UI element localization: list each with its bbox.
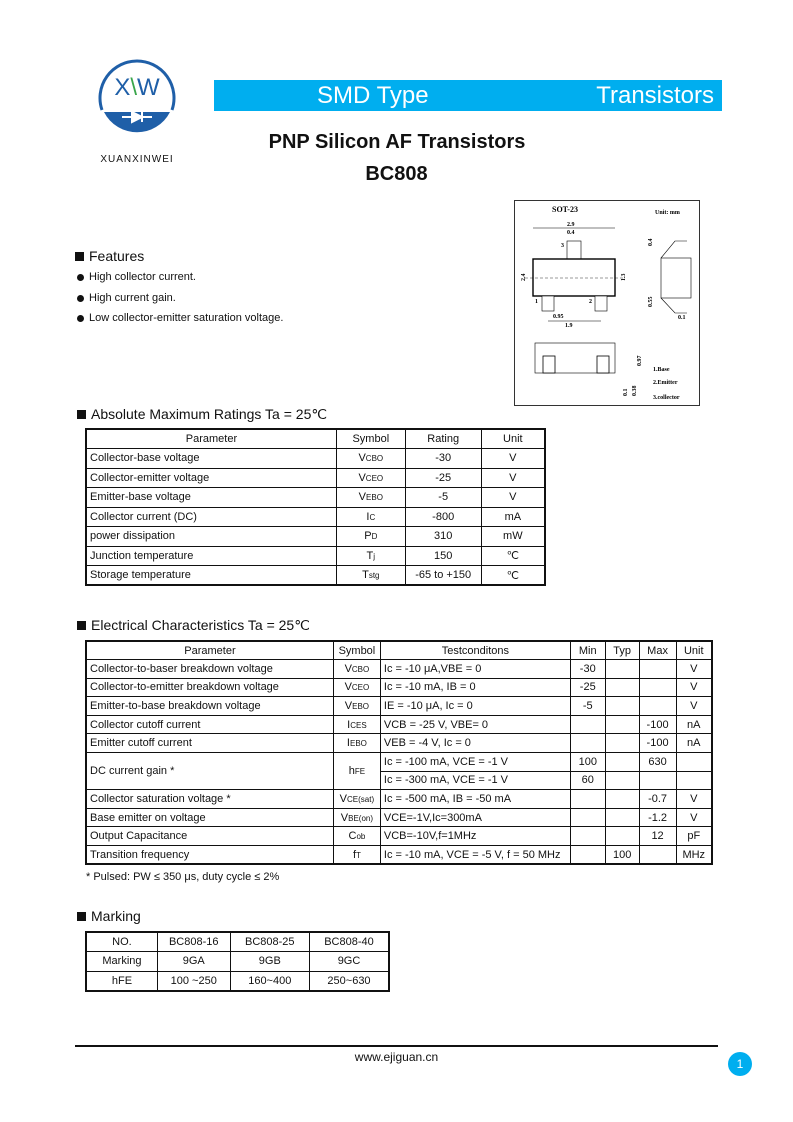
table-cell: Unit bbox=[481, 429, 545, 449]
table-cell bbox=[639, 771, 676, 790]
features-title: Features bbox=[89, 248, 145, 264]
package-unit: Unit: mm bbox=[655, 210, 680, 216]
table-cell: 100 bbox=[570, 753, 605, 772]
feature-text: Low collector-emitter saturation voltage. bbox=[89, 312, 284, 324]
table-cell bbox=[605, 697, 639, 716]
symbol-cell bbox=[333, 790, 380, 809]
table-cell: power dissipation bbox=[86, 527, 336, 547]
dim-label: 2.9 bbox=[567, 222, 575, 228]
table-cell: Max bbox=[639, 641, 676, 660]
table-cell: Storage temperature bbox=[86, 566, 336, 586]
symbol: I bbox=[346, 737, 350, 750]
table-cell: Collector cutoff current bbox=[86, 715, 333, 734]
table-cell: Marking bbox=[86, 952, 157, 972]
symbol-subscript: CEO bbox=[351, 683, 370, 693]
symbol-subscript: CEO bbox=[365, 473, 384, 483]
table-cell: 630 bbox=[639, 753, 676, 772]
symbol-subscript: EBO bbox=[349, 739, 367, 749]
table-cell: IE = -10 μA, Ic = 0 bbox=[380, 697, 570, 716]
table-cell: -100 bbox=[639, 715, 676, 734]
symbol: V bbox=[344, 681, 352, 694]
table-row bbox=[86, 734, 712, 753]
dim-label: 0.4 bbox=[567, 230, 575, 236]
pulse-note: * Pulsed: PW ≤ 350 μs, duty cycle ≤ 2% bbox=[86, 871, 280, 883]
footer-divider bbox=[75, 1045, 718, 1047]
table-cell: Junction temperature bbox=[86, 546, 336, 566]
feature-item bbox=[77, 271, 196, 283]
symbol-subscript: ob bbox=[356, 832, 366, 842]
feature-item bbox=[77, 312, 283, 324]
table-cell: pF bbox=[676, 827, 712, 846]
symbol: I bbox=[347, 718, 351, 731]
abs-max-title: Absolute Maximum Ratings Ta = 25℃ bbox=[91, 406, 328, 422]
abs-max-heading bbox=[77, 406, 327, 423]
table-row bbox=[86, 971, 389, 991]
symbol-cell bbox=[336, 449, 405, 469]
abs-max-table bbox=[85, 428, 546, 586]
table-cell: 160~400 bbox=[230, 971, 309, 991]
table-cell bbox=[570, 715, 605, 734]
table-cell: Parameter bbox=[86, 641, 333, 660]
page-number: 1 bbox=[728, 1052, 752, 1076]
table-cell: 9GC bbox=[310, 952, 390, 972]
symbol-cell bbox=[333, 660, 380, 679]
symbol-subscript: C bbox=[369, 512, 376, 522]
table-row bbox=[86, 808, 712, 827]
symbol-subscript: D bbox=[371, 532, 378, 542]
table-cell: -5 bbox=[570, 697, 605, 716]
table-cell: Symbol bbox=[333, 641, 380, 660]
table-cell: Base emitter on voltage bbox=[86, 808, 333, 827]
table-cell bbox=[605, 660, 639, 679]
symbol-subscript: BE(on) bbox=[348, 813, 374, 823]
table-cell: nA bbox=[676, 715, 712, 734]
symbol: V bbox=[339, 793, 348, 806]
table-cell: ℃ bbox=[481, 566, 545, 586]
elec-heading bbox=[77, 617, 310, 634]
table-cell: Unit bbox=[676, 641, 712, 660]
symbol-subscript: CBO bbox=[351, 664, 370, 674]
symbol: h bbox=[348, 765, 355, 778]
table-cell: Transition frequency bbox=[86, 846, 333, 865]
table-cell: -30 bbox=[405, 449, 481, 469]
table-cell: Collector-to-emitter breakdown voltage bbox=[86, 678, 333, 697]
table-cell bbox=[639, 678, 676, 697]
table-row bbox=[86, 449, 545, 469]
symbol-cell bbox=[333, 846, 380, 865]
table-cell bbox=[605, 827, 639, 846]
square-bullet-icon bbox=[77, 912, 86, 921]
feature-text: High collector current. bbox=[89, 271, 196, 283]
banner-type: SMD Type bbox=[317, 82, 429, 109]
package-drawing bbox=[514, 200, 700, 406]
symbol: I bbox=[366, 510, 370, 523]
table-row bbox=[86, 660, 712, 679]
pin-description: 3.collector bbox=[653, 395, 680, 401]
part-number: BC808 bbox=[365, 163, 428, 185]
table-cell: Symbol bbox=[336, 429, 405, 449]
table-cell: Emitter-base voltage bbox=[86, 488, 336, 508]
marking-table bbox=[85, 931, 390, 992]
table-cell: VCE=-1V,Ic=300mA bbox=[380, 808, 570, 827]
footer-website[interactable]: www.ejiguan.cn bbox=[354, 1050, 439, 1064]
symbol-subscript: CE(sat) bbox=[347, 795, 375, 805]
table-cell: Parameter bbox=[86, 429, 336, 449]
table-cell: V bbox=[676, 808, 712, 827]
dim-label: 0.55 bbox=[648, 296, 654, 307]
table-cell: BC808-40 bbox=[310, 932, 390, 952]
pin-description: 2.Emitter bbox=[653, 380, 678, 386]
symbol-subscript: EBO bbox=[352, 702, 370, 712]
table-row bbox=[86, 753, 712, 772]
symbol-cell bbox=[333, 827, 380, 846]
table-cell: 310 bbox=[405, 527, 481, 547]
package-name: SOT-23 bbox=[552, 205, 578, 214]
table-cell: V bbox=[481, 468, 545, 488]
marking-title: Marking bbox=[91, 908, 141, 924]
symbol: f bbox=[352, 848, 356, 861]
table-cell: Ic = -10 mA, VCE = -5 V, f = 50 MHz bbox=[380, 846, 570, 865]
square-bullet-icon bbox=[75, 252, 84, 261]
table-row bbox=[86, 488, 545, 508]
dim-label: 0.97 bbox=[637, 355, 643, 366]
table-cell: Min bbox=[570, 641, 605, 660]
square-bullet-icon bbox=[77, 410, 86, 419]
table-cell: Ic = -100 mA, VCE = -1 V bbox=[380, 753, 570, 772]
table-row bbox=[86, 827, 712, 846]
dim-label: 0.1 bbox=[623, 388, 629, 396]
bullet-icon bbox=[77, 274, 84, 281]
table-row bbox=[86, 429, 545, 449]
symbol-subscript: FE bbox=[354, 767, 366, 777]
table-cell bbox=[570, 790, 605, 809]
elec-table bbox=[85, 640, 713, 865]
feature-item bbox=[77, 292, 176, 304]
table-cell bbox=[605, 734, 639, 753]
table-cell: -100 bbox=[639, 734, 676, 753]
table-cell: Ic = -10 mA, IB = 0 bbox=[380, 678, 570, 697]
table-cell: 250~630 bbox=[310, 971, 390, 991]
table-row bbox=[86, 715, 712, 734]
symbol-cell bbox=[333, 697, 380, 716]
symbol-subscript: CBO bbox=[365, 454, 384, 464]
table-row bbox=[86, 566, 545, 586]
symbol-cell bbox=[333, 753, 380, 790]
table-cell: VCB=-10V,f=1MHz bbox=[380, 827, 570, 846]
dim-label: 0.4 bbox=[648, 238, 654, 246]
table-cell: 100 ~250 bbox=[157, 971, 230, 991]
symbol-subscript: j bbox=[373, 551, 376, 561]
table-cell: -5 bbox=[405, 488, 481, 508]
table-cell: Collector-base voltage bbox=[86, 449, 336, 469]
feature-text: High current gain. bbox=[89, 292, 176, 304]
table-cell: V bbox=[676, 678, 712, 697]
logo-letters: X\W bbox=[114, 74, 160, 101]
doc-title: PNP Silicon AF Transistors bbox=[268, 131, 526, 153]
table-cell: nA bbox=[676, 734, 712, 753]
table-row bbox=[86, 641, 712, 660]
marking-heading bbox=[77, 908, 141, 924]
table-row bbox=[86, 507, 545, 527]
table-cell: 12 bbox=[639, 827, 676, 846]
table-cell bbox=[605, 790, 639, 809]
table-row bbox=[86, 546, 545, 566]
features-heading bbox=[75, 248, 144, 264]
symbol: C bbox=[348, 830, 357, 843]
symbol-cell bbox=[333, 808, 380, 827]
pin-label: 2 bbox=[589, 299, 592, 305]
table-cell bbox=[570, 734, 605, 753]
table-cell: 9GA bbox=[157, 952, 230, 972]
table-cell: ℃ bbox=[481, 546, 545, 566]
table-cell bbox=[676, 753, 712, 772]
symbol-subscript: stg bbox=[368, 571, 380, 580]
table-row bbox=[86, 468, 545, 488]
table-cell: 9GB bbox=[230, 952, 309, 972]
table-cell: -800 bbox=[405, 507, 481, 527]
table-cell: V bbox=[676, 660, 712, 679]
table-row bbox=[86, 952, 389, 972]
symbol: T bbox=[366, 549, 374, 562]
table-cell: 60 bbox=[570, 771, 605, 790]
table-cell bbox=[639, 846, 676, 865]
table-cell: -25 bbox=[570, 678, 605, 697]
table-cell bbox=[605, 678, 639, 697]
symbol-cell bbox=[333, 715, 380, 734]
symbol: T bbox=[362, 569, 369, 581]
symbol-cell bbox=[333, 678, 380, 697]
symbol-cell bbox=[336, 546, 405, 566]
table-row bbox=[86, 790, 712, 809]
table-cell: Collector-emitter voltage bbox=[86, 468, 336, 488]
table-cell bbox=[605, 715, 639, 734]
table-cell bbox=[570, 846, 605, 865]
table-cell bbox=[676, 771, 712, 790]
table-cell bbox=[605, 771, 639, 790]
symbol-cell bbox=[336, 507, 405, 527]
square-bullet-icon bbox=[77, 621, 86, 630]
table-cell bbox=[605, 753, 639, 772]
table-cell bbox=[570, 827, 605, 846]
table-cell: Collector saturation voltage * bbox=[86, 790, 333, 809]
table-cell: Rating bbox=[405, 429, 481, 449]
table-cell: BC808-25 bbox=[230, 932, 309, 952]
table-cell: DC current gain * bbox=[86, 753, 333, 790]
table-cell: mW bbox=[481, 527, 545, 547]
symbol-cell bbox=[336, 468, 405, 488]
table-row bbox=[86, 697, 712, 716]
symbol: V bbox=[344, 700, 353, 713]
pin-label: 1 bbox=[535, 299, 538, 305]
table-cell: Ic = -300 mA, VCE = -1 V bbox=[380, 771, 570, 790]
symbol-subscript: T bbox=[356, 850, 361, 860]
symbol: V bbox=[340, 811, 349, 824]
table-cell: 100 bbox=[605, 846, 639, 865]
table-row bbox=[86, 932, 389, 952]
table-cell: V bbox=[676, 790, 712, 809]
table-cell: VCB = -25 V, VBE= 0 bbox=[380, 715, 570, 734]
table-cell: -1.2 bbox=[639, 808, 676, 827]
symbol: P bbox=[364, 530, 372, 543]
table-cell: Output Capacitance bbox=[86, 827, 333, 846]
bullet-icon bbox=[77, 295, 84, 302]
table-row bbox=[86, 846, 712, 865]
elec-title: Electrical Characteristics Ta = 25℃ bbox=[91, 617, 310, 633]
table-cell: V bbox=[481, 449, 545, 469]
table-cell: NO. bbox=[86, 932, 157, 952]
symbol: V bbox=[358, 471, 366, 484]
dim-label: 0.1 bbox=[678, 315, 686, 321]
dim-label: 0.38 bbox=[632, 385, 638, 396]
table-cell bbox=[639, 660, 676, 679]
dim-label: 2.4 bbox=[521, 273, 527, 281]
table-row bbox=[86, 527, 545, 547]
table-cell: Typ bbox=[605, 641, 639, 660]
pin-description: 1.Base bbox=[653, 367, 670, 373]
dim-label: 1.3 bbox=[621, 273, 627, 281]
symbol-subscript: EBO bbox=[366, 493, 383, 503]
table-cell: BC808-16 bbox=[157, 932, 230, 952]
table-cell bbox=[639, 697, 676, 716]
banner-category: Transistors bbox=[596, 82, 714, 109]
table-cell: -30 bbox=[570, 660, 605, 679]
table-cell: Emitter-to-base breakdown voltage bbox=[86, 697, 333, 716]
table-cell: Collector-to-baser breakdown voltage bbox=[86, 660, 333, 679]
table-cell: -25 bbox=[405, 468, 481, 488]
table-row bbox=[86, 678, 712, 697]
logo-brand: XUANXINWEI bbox=[100, 154, 174, 165]
table-cell: 150 bbox=[405, 546, 481, 566]
dim-label: 0.95 bbox=[553, 314, 564, 320]
symbol: V bbox=[344, 662, 352, 675]
symbol-subscript: CES bbox=[350, 720, 367, 730]
table-cell: Ic = -10 μA,VBE = 0 bbox=[380, 660, 570, 679]
table-cell: -0.7 bbox=[639, 790, 676, 809]
dim-label: 1.9 bbox=[565, 323, 573, 329]
table-cell: mA bbox=[481, 507, 545, 527]
table-cell: V bbox=[481, 488, 545, 508]
table-cell: MHz bbox=[676, 846, 712, 865]
table-cell: Emitter cutoff current bbox=[86, 734, 333, 753]
table-cell: VEB = -4 V, Ic = 0 bbox=[380, 734, 570, 753]
symbol: V bbox=[358, 491, 367, 504]
table-cell: V bbox=[676, 697, 712, 716]
pin-label: 3 bbox=[561, 243, 564, 249]
symbol-cell bbox=[336, 488, 405, 508]
header-banner bbox=[214, 80, 722, 111]
table-cell: Ic = -500 mA, IB = -50 mA bbox=[380, 790, 570, 809]
symbol-cell bbox=[333, 734, 380, 753]
bullet-icon bbox=[77, 315, 84, 322]
table-cell: hFE bbox=[86, 971, 157, 991]
table-cell bbox=[605, 808, 639, 827]
table-cell: Collector current (DC) bbox=[86, 507, 336, 527]
symbol-cell bbox=[336, 527, 405, 547]
symbol-cell bbox=[336, 566, 405, 586]
symbol: V bbox=[358, 452, 366, 465]
table-cell bbox=[570, 808, 605, 827]
table-cell: -65 to +150 bbox=[405, 566, 481, 586]
table-cell: Testconditons bbox=[380, 641, 570, 660]
